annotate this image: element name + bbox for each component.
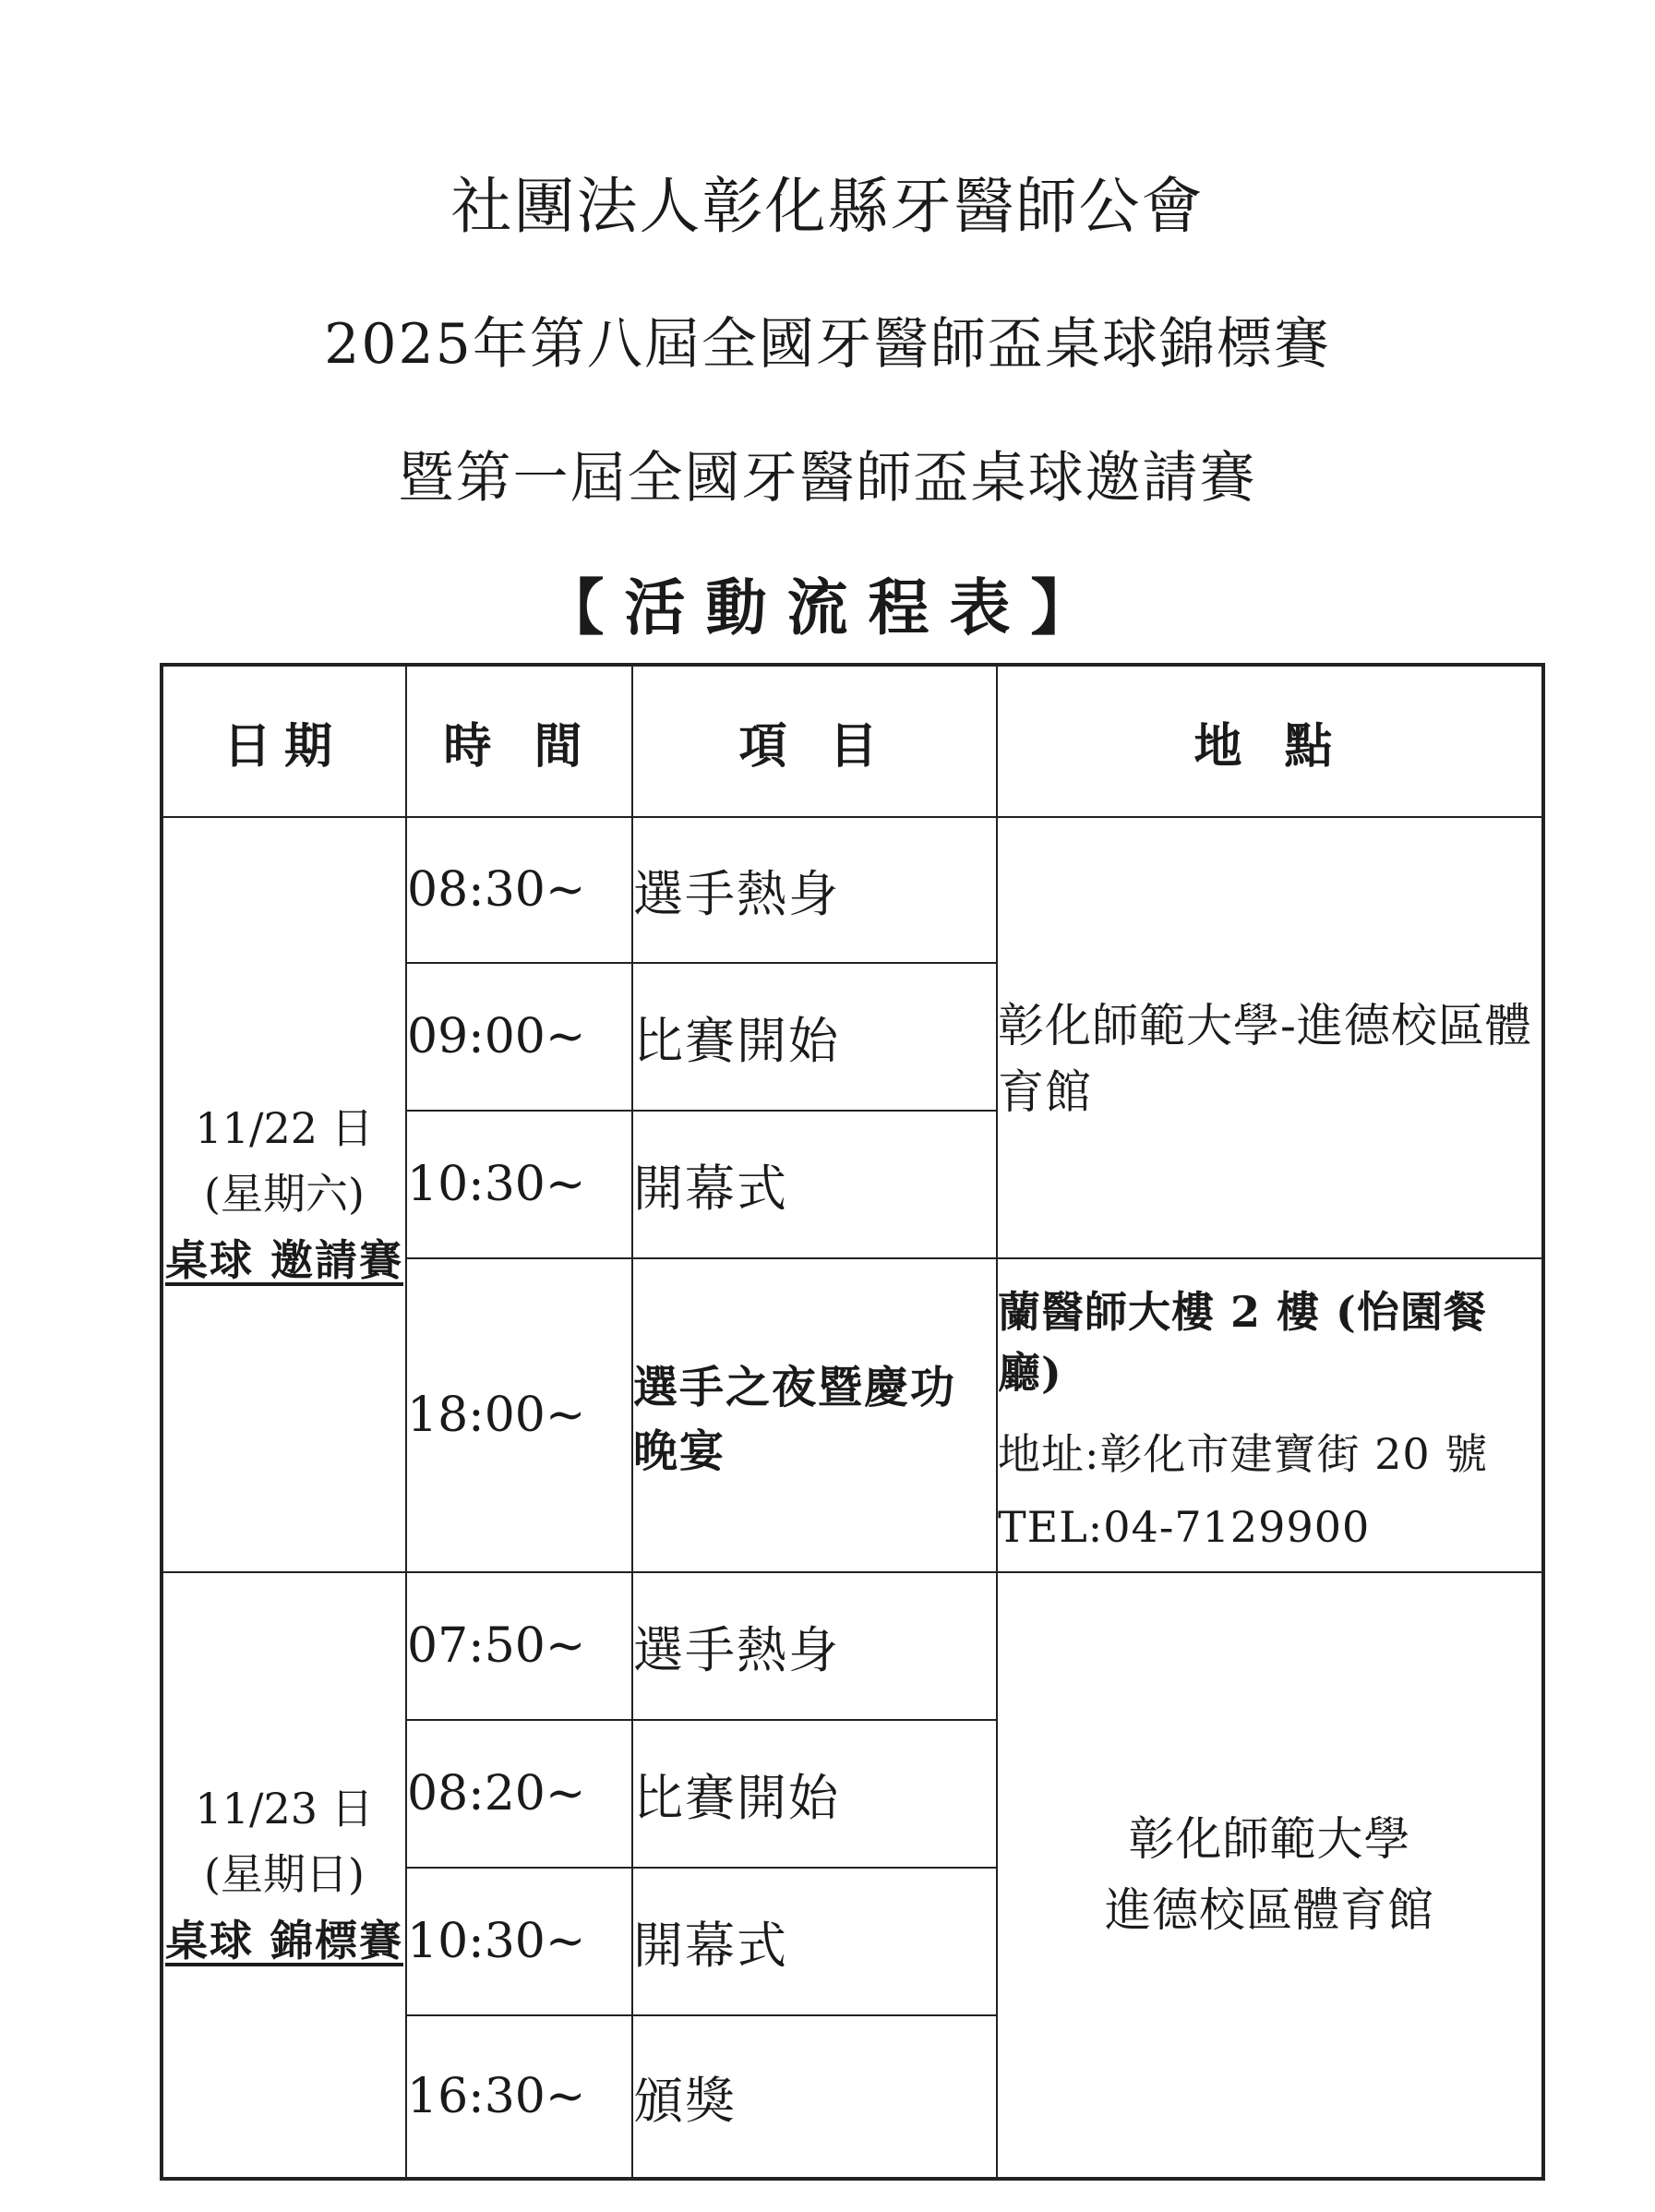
day1-type: 桌球 邀請賽 [164,1234,403,1285]
dinner-address: 地址:彰化市建寶街 20 號 [998,1429,1489,1479]
day2-venue-line1: 彰化師範大學 [1128,1811,1411,1866]
schedule-title: 【活動流程表】 [543,571,1112,643]
day2-item-1: 選手熱身 [632,1572,997,1720]
header-date: 日期 [162,665,406,817]
day2-item-3: 開幕式 [632,1868,997,2015]
day2-time-4: 16:30~ [406,2015,632,2179]
day1-date-cell [162,817,406,1572]
day1-weekday: (星期六) [204,1169,365,1220]
day2-item-2: 比賽開始 [632,1720,997,1868]
day1-item-3: 開幕式 [632,1111,997,1258]
day1-item-1: 選手熱身 [632,817,997,963]
day1-time-1: 08:30~ [406,817,632,963]
schedule-table [160,663,1545,2181]
organization-title: 社團法人彰化縣牙醫師公會 [450,171,1205,242]
header-item: 項 目 [632,665,997,817]
day1-time-2: 09:00~ [406,963,632,1111]
dinner-tel: TEL:04-7129900 [998,1502,1371,1552]
day2-date-cell [162,1572,406,2179]
day1-date: 11/22 日 [195,1103,374,1154]
day1-item-2: 比賽開始 [632,963,997,1111]
dinner-venue: 蘭醫師大樓 2 樓 (怡園餐廳) [998,1287,1487,1398]
header-row [162,665,1543,817]
day2-type: 桌球 錦標賽 [164,1915,403,1966]
header-place: 地 點 [997,665,1543,817]
day1-dinner-place-cell [997,1258,1543,1572]
day1-item-4: 選手之夜暨慶功晚宴 [632,1258,997,1572]
table-row [162,1572,1543,1720]
day1-time-4: 18:00~ [406,1258,632,1572]
day1-time-3: 10:30~ [406,1111,632,1258]
day1-venue: 彰化師範大學-進德校區體育館 [997,817,1543,1258]
day2-time-2: 08:20~ [406,1720,632,1868]
day2-item-4: 頒獎 [632,2015,997,2179]
day2-time-3: 10:30~ [406,1868,632,2015]
day2-venue-line2: 進德校區體育館 [1105,1883,1434,1937]
header-time: 時 間 [406,665,632,817]
event-title-line2: 暨第一屆全國牙醫師盃桌球邀請賽 [398,446,1257,511]
day2-weekday: (星期日) [204,1849,365,1900]
table-row [162,817,1543,963]
event-title-line1: 2025年第八屆全國牙醫師盃桌球錦標賽 [324,312,1331,377]
day2-date: 11/23 日 [195,1784,374,1834]
day2-time-1: 07:50~ [406,1572,632,1720]
day2-venue-cell [997,1572,1543,2179]
